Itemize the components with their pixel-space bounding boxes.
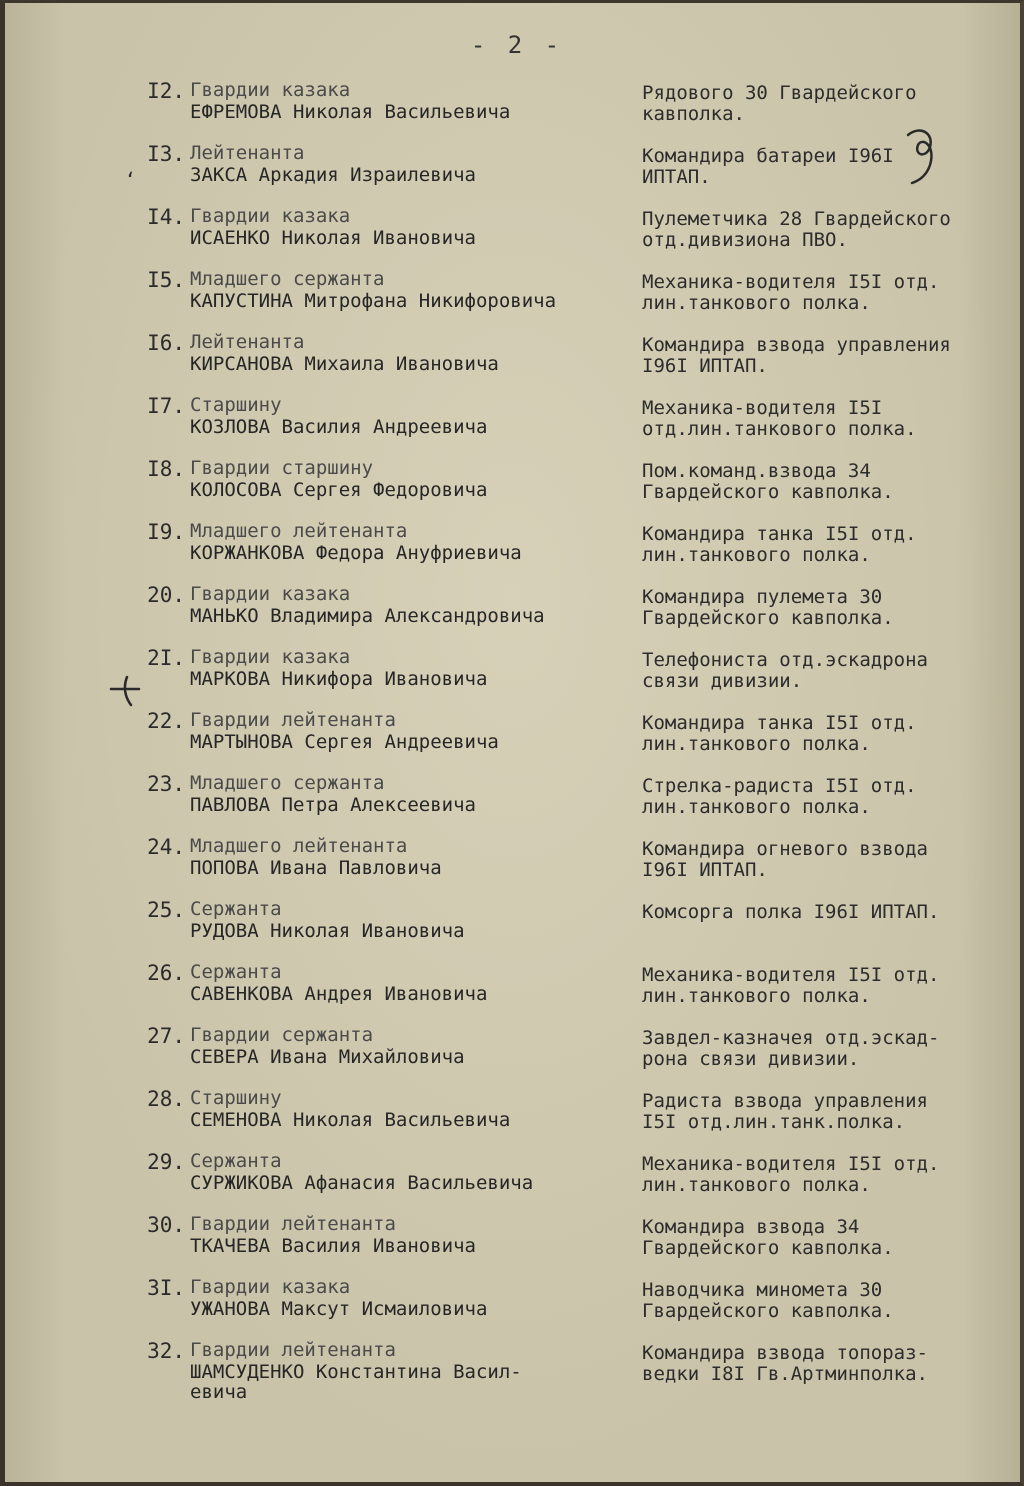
entry-position: Комсорга полка I96I ИПТАП. xyxy=(642,901,940,923)
entry-position-continued: кавполка. xyxy=(642,103,745,125)
entry-name: РУДОВА Николая Ивановича xyxy=(190,920,465,942)
entry-name: КАПУСТИНА Митрофана Никифоровича xyxy=(190,290,557,312)
entry-position-continued: I5I отд.лин.танк.полка. xyxy=(642,1111,906,1133)
entry-rank: Гвардии лейтенанта xyxy=(190,1213,396,1235)
entry-number: 32. xyxy=(147,1339,185,1363)
page-number: - 2 - xyxy=(470,31,564,59)
entry-position-continued: отд.дивизиона ПВО. xyxy=(642,229,848,251)
entry-rank: Гвардии казака xyxy=(190,1276,351,1298)
entry-position: Пулеметчика 28 Гвардейского xyxy=(642,208,951,230)
list-item xyxy=(5,1339,1024,1429)
list-item xyxy=(5,205,1024,267)
list-item xyxy=(5,1213,1024,1275)
entry-name: МАРКОВА Никифора Ивановича xyxy=(190,668,488,690)
entry-rank: Гвардии старшину xyxy=(190,457,374,479)
entry-name: СЕМЕНОВА Николая Васильевича xyxy=(190,1109,511,1131)
entry-position: Командира танка I5I отд. xyxy=(642,712,917,734)
entry-name: СУРЖИКОВА Афанасия Васильевича xyxy=(190,1172,534,1194)
entry-number: I6. xyxy=(147,331,185,355)
entry-position-continued: Гвардейского кавполка. xyxy=(642,607,894,629)
list-item xyxy=(5,835,1024,897)
entry-position: Механика-водителя I5I отд. xyxy=(642,271,940,293)
entry-position-continued: лин.танкового полка. xyxy=(642,733,871,755)
entry-number: 20. xyxy=(147,583,185,607)
entry-rank: Гвардии казака xyxy=(190,205,351,227)
entry-position-continued: ИПТАП. xyxy=(642,166,711,188)
entry-position: Механика-водителя I5I отд. xyxy=(642,1153,940,1175)
entry-position-continued: лин.танкового полка. xyxy=(642,796,871,818)
entry-name: ИСАЕНКО Николая Ивановича xyxy=(190,227,476,249)
entry-position: Механика-водителя I5I xyxy=(642,397,883,419)
entry-position-continued: ведки I8I Гв.Артминполка. xyxy=(642,1363,928,1385)
entry-rank: Гвардии казака xyxy=(190,79,351,101)
entry-rank: Лейтенанта xyxy=(190,331,305,353)
entry-name: САВЕНКОВА Андрея Ивановича xyxy=(190,983,488,1005)
list-item xyxy=(5,1087,1024,1149)
entry-position-continued: связи дивизии. xyxy=(642,670,803,692)
entry-position-continued: рона связи дивизии. xyxy=(642,1048,860,1070)
entry-position-continued: Гвардейского кавполка. xyxy=(642,1237,894,1259)
entry-position-continued: лин.танкового полка. xyxy=(642,292,871,314)
entry-rank: Старшину xyxy=(190,1087,282,1109)
entry-name: ЗАКСА Аркадия Израилевича xyxy=(190,164,476,186)
entry-number: 26. xyxy=(147,961,185,985)
list-item xyxy=(5,961,1024,1023)
entry-position-continued: I96I ИПТАП. xyxy=(642,355,768,377)
entry-position-continued: Гвардейского кавполка. xyxy=(642,481,894,503)
entry-rank: Сержанта xyxy=(190,898,282,920)
list-item xyxy=(5,331,1024,393)
entry-number: 30. xyxy=(147,1213,185,1237)
list-item xyxy=(5,646,1024,708)
entry-number: I8. xyxy=(147,457,185,481)
entry-position: Радиста взвода управления xyxy=(642,1090,928,1112)
entry-rank: Гвардии лейтенанта xyxy=(190,1339,396,1361)
entry-number: 24. xyxy=(147,835,185,859)
list-item xyxy=(5,394,1024,456)
entry-position: Командира огневого взвода xyxy=(642,838,928,860)
entry-number: I7. xyxy=(147,394,185,418)
entry-number: 27. xyxy=(147,1024,185,1048)
entry-position: Наводчика миномета 30 xyxy=(642,1279,883,1301)
margin-tick-mark: ʻ xyxy=(127,169,134,194)
entry-rank: Младшего лейтенанта xyxy=(190,520,408,542)
entry-position: Командира танка I5I отд. xyxy=(642,523,917,545)
entry-name: ПАВЛОВА Петра Алексеевича xyxy=(190,794,476,816)
entry-position-continued: I96I ИПТАП. xyxy=(642,859,768,881)
entry-name: ПОПОВА Ивана Павловича xyxy=(190,857,442,879)
list-item xyxy=(5,1150,1024,1212)
entry-rank: Младшего лейтенанта xyxy=(190,835,408,857)
entry-name: МАРТЫНОВА Сергея Андреевича xyxy=(190,731,499,753)
entry-position: Рядового 30 Гвардейского xyxy=(642,82,917,104)
entry-name: МАНЬКО Владимира Александровича xyxy=(190,605,545,627)
entry-name: СЕВЕРА Ивана Михайловича xyxy=(190,1046,465,1068)
entry-number: 23. xyxy=(147,772,185,796)
entry-rank: Гвардии лейтенанта xyxy=(190,709,396,731)
entry-number: 3I. xyxy=(147,1276,185,1300)
entry-position-continued: лин.танкового полка. xyxy=(642,1174,871,1196)
entry-number: 28. xyxy=(147,1087,185,1111)
list-item xyxy=(5,79,1024,141)
entry-name: ЕФРЕМОВА Николая Васильевича xyxy=(190,101,511,123)
entry-number: 2I. xyxy=(147,646,185,670)
list-item xyxy=(5,268,1024,330)
list-item xyxy=(5,709,1024,771)
list-item xyxy=(5,142,1024,204)
entry-name: ШАМСУДЕНКО Константина Васил- xyxy=(190,1361,522,1383)
entry-rank: Сержанта xyxy=(190,1150,282,1172)
entry-name: УЖАНОВА Максут Исмаиловича xyxy=(190,1298,488,1320)
entry-position-continued: лин.танкового полка. xyxy=(642,544,871,566)
entry-number: I3. xyxy=(147,142,185,166)
entry-position: Завдел-казначея отд.эскад- xyxy=(642,1027,940,1049)
entry-position: Пом.команд.взвода 34 xyxy=(642,460,871,482)
entry-position: Командира взвода 34 xyxy=(642,1216,860,1238)
entry-position-continued: отд.лин.танкового полка. xyxy=(642,418,917,440)
entry-number: I9. xyxy=(147,520,185,544)
list-item xyxy=(5,1276,1024,1338)
entry-position: Командира взвода управления xyxy=(642,334,951,356)
entry-name: КОРЖАНКОВА Федора Ануфриевича xyxy=(190,542,522,564)
entry-position: Телефониста отд.эскадрона xyxy=(642,649,928,671)
entry-rank: Лейтенанта xyxy=(190,142,305,164)
entry-position: Механика-водителя I5I отд. xyxy=(642,964,940,986)
entry-position-continued: лин.танкового полка. xyxy=(642,985,871,1007)
entry-rank: Младшего сержанта xyxy=(190,268,385,290)
list-item xyxy=(5,898,1024,960)
entry-position: Стрелка-радиста I5I отд. xyxy=(642,775,917,797)
entry-rank: Гвардии сержанта xyxy=(190,1024,374,1046)
entry-rank: Младшего сержанта xyxy=(190,772,385,794)
list-item xyxy=(5,1024,1024,1086)
list-item xyxy=(5,457,1024,519)
entry-name: ТКАЧЕВА Василия Ивановича xyxy=(190,1235,476,1257)
entry-name-continued: евича xyxy=(190,1381,248,1403)
entry-number: I2. xyxy=(147,79,185,103)
entry-rank: Сержанта xyxy=(190,961,282,983)
entry-rank: Старшину xyxy=(190,394,282,416)
entry-number: 29. xyxy=(147,1150,185,1174)
entry-rank: Гвардии казака xyxy=(190,583,351,605)
entry-position: Командира батареи I96I xyxy=(642,145,894,167)
entry-number: 25. xyxy=(147,898,185,922)
entry-number: 22. xyxy=(147,709,185,733)
entry-position: Командира пулемета 30 xyxy=(642,586,883,608)
entry-number: I5. xyxy=(147,268,185,292)
entry-rank: Гвардии казака xyxy=(190,646,351,668)
entry-name: КОЛОСОВА Сергея Федоровича xyxy=(190,479,488,501)
entry-position: Командира взвода топораз- xyxy=(642,1342,928,1364)
entry-number: I4. xyxy=(147,205,185,229)
entry-name: КОЗЛОВА Василия Андреевича xyxy=(190,416,488,438)
entry-name: КИРСАНОВА Михаила Ивановича xyxy=(190,353,499,375)
entry-position-continued: Гвардейского кавполка. xyxy=(642,1300,894,1322)
list-item xyxy=(5,583,1024,645)
list-item xyxy=(5,772,1024,834)
list-item xyxy=(5,520,1024,582)
